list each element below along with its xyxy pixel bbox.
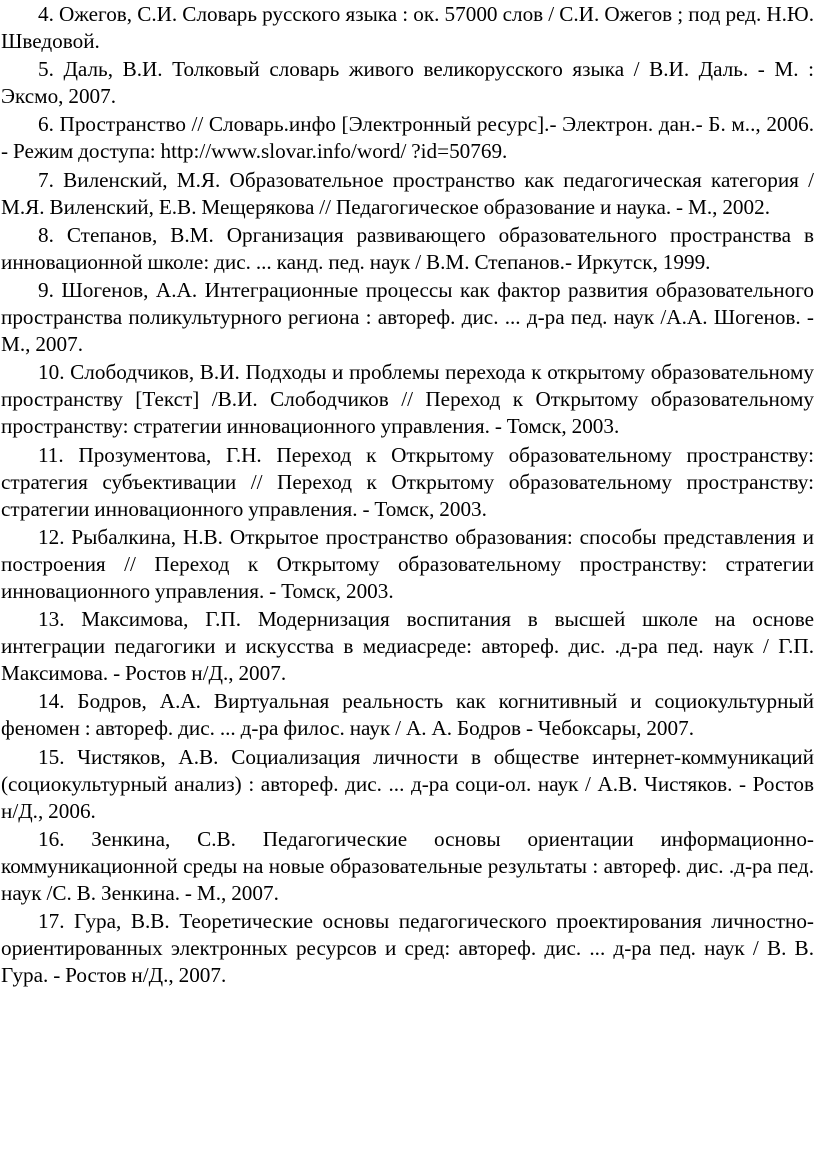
reference-item-15: 15. Чистяков, А.В. Социализация личности в обществе интернет-коммуникаций (социокультурный анализ) : автореф. дис. ... д-ра соци-ол. наук / А.В. Чистяков. - Ростов н/Д., 2006. [1,744,814,823]
reference-item-4: 4. Ожегов, С.И. Словарь русского языка : ок. 57000 слов / С.И. Ожегов ; под ред. Н.Ю. Шведовой. [1,2,814,54]
reference-item-9: 9. Шогенов, А.А. Интеграционные процессы как фактор развития образовательного пространства поликультурного региона : автореф. дис. ... д-ра пед. наук /А.А. Шогенов. - М., 2007. [1,277,814,357]
reference-item-16: 16. Зенкина, С.В. Педагогические основы ориентации информационно-коммуникационной среды на новые образовательные результаты : автореф. дис. .д-ра пед. наук /С. В. Зенкина. - М., 2007. [1,826,814,905]
reference-item-6: 6. Пространство // Словарь.инфо [Электронный ресурс].- Электрон. дан.- Б. м.., 2006. - Режим доступа: http://www.slovar.info/word/ ?id=50769. [1,112,814,164]
reference-item-12: 12. Рыбалкина, Н.В. Открытое пространство образования: способы представления и построения // Переход к Открытому образовательному пространству: стратегии инновационного управления. - Томск, 2003. [1,524,814,603]
reference-item-14: 14. Бодров, А.А. Виртуальная реальность как когнитивный и социокультурный феномен : автореф. дис. ... д-ра филос. наук / А. А. Бодров - Чебоксары, 2007. [1,689,814,741]
reference-item-13: 13. Максимова, Г.П. Модернизация воспитания в высшей школе на основе интеграции педагогики и искусства в медиасреде: автореф. дис. .д-ра пед. наук / Г.П. Максимова. - Ростов н/Д., 2007. [1,607,814,686]
reference-item-11: 11. Прозументова, Г.Н. Переход к Открытому образовательному пространству: стратегия субъективации // Переход к Открытому образовательному пространству: стратегии инновационного управления. - Томск, 2003. [1,442,814,521]
reference-item-10: 10. Слободчиков, В.И. Подходы и проблемы перехода к открытому образовательному пространству [Текст] /В.И. Слободчиков // Переход к Открытому образовательному пространству: стратегии инновационного управления. - Томск, 2003. [1,360,814,439]
reference-item-8: 8. Степанов, В.М. Организация развивающего образовательного пространства в инновационной школе: дис. ... канд. пед. наук / В.М. Степанов.- Иркутск, 1999. [1,222,814,274]
reference-item-5: 5. Даль, В.И. Толковый словарь живого великорусского языка / В.И. Даль. - М. : Эксмо, 2007. [1,57,814,109]
reference-item-17: 17. Гура, В.В. Теоретические основы педагогического проектирования личностно-ориентированных электронных ресурсов и сред: автореф. дис. ... д-ра пед. наук / В. В. Гура. - Ростов н/Д., 2007. [1,909,814,988]
reference-item-7: 7. Виленский, М.Я. Образовательное пространство как педагогическая категория / М.Я. Виленский, Е.В. Мещерякова // Педагогическое образование и наука. - М., 2002. [1,167,814,219]
